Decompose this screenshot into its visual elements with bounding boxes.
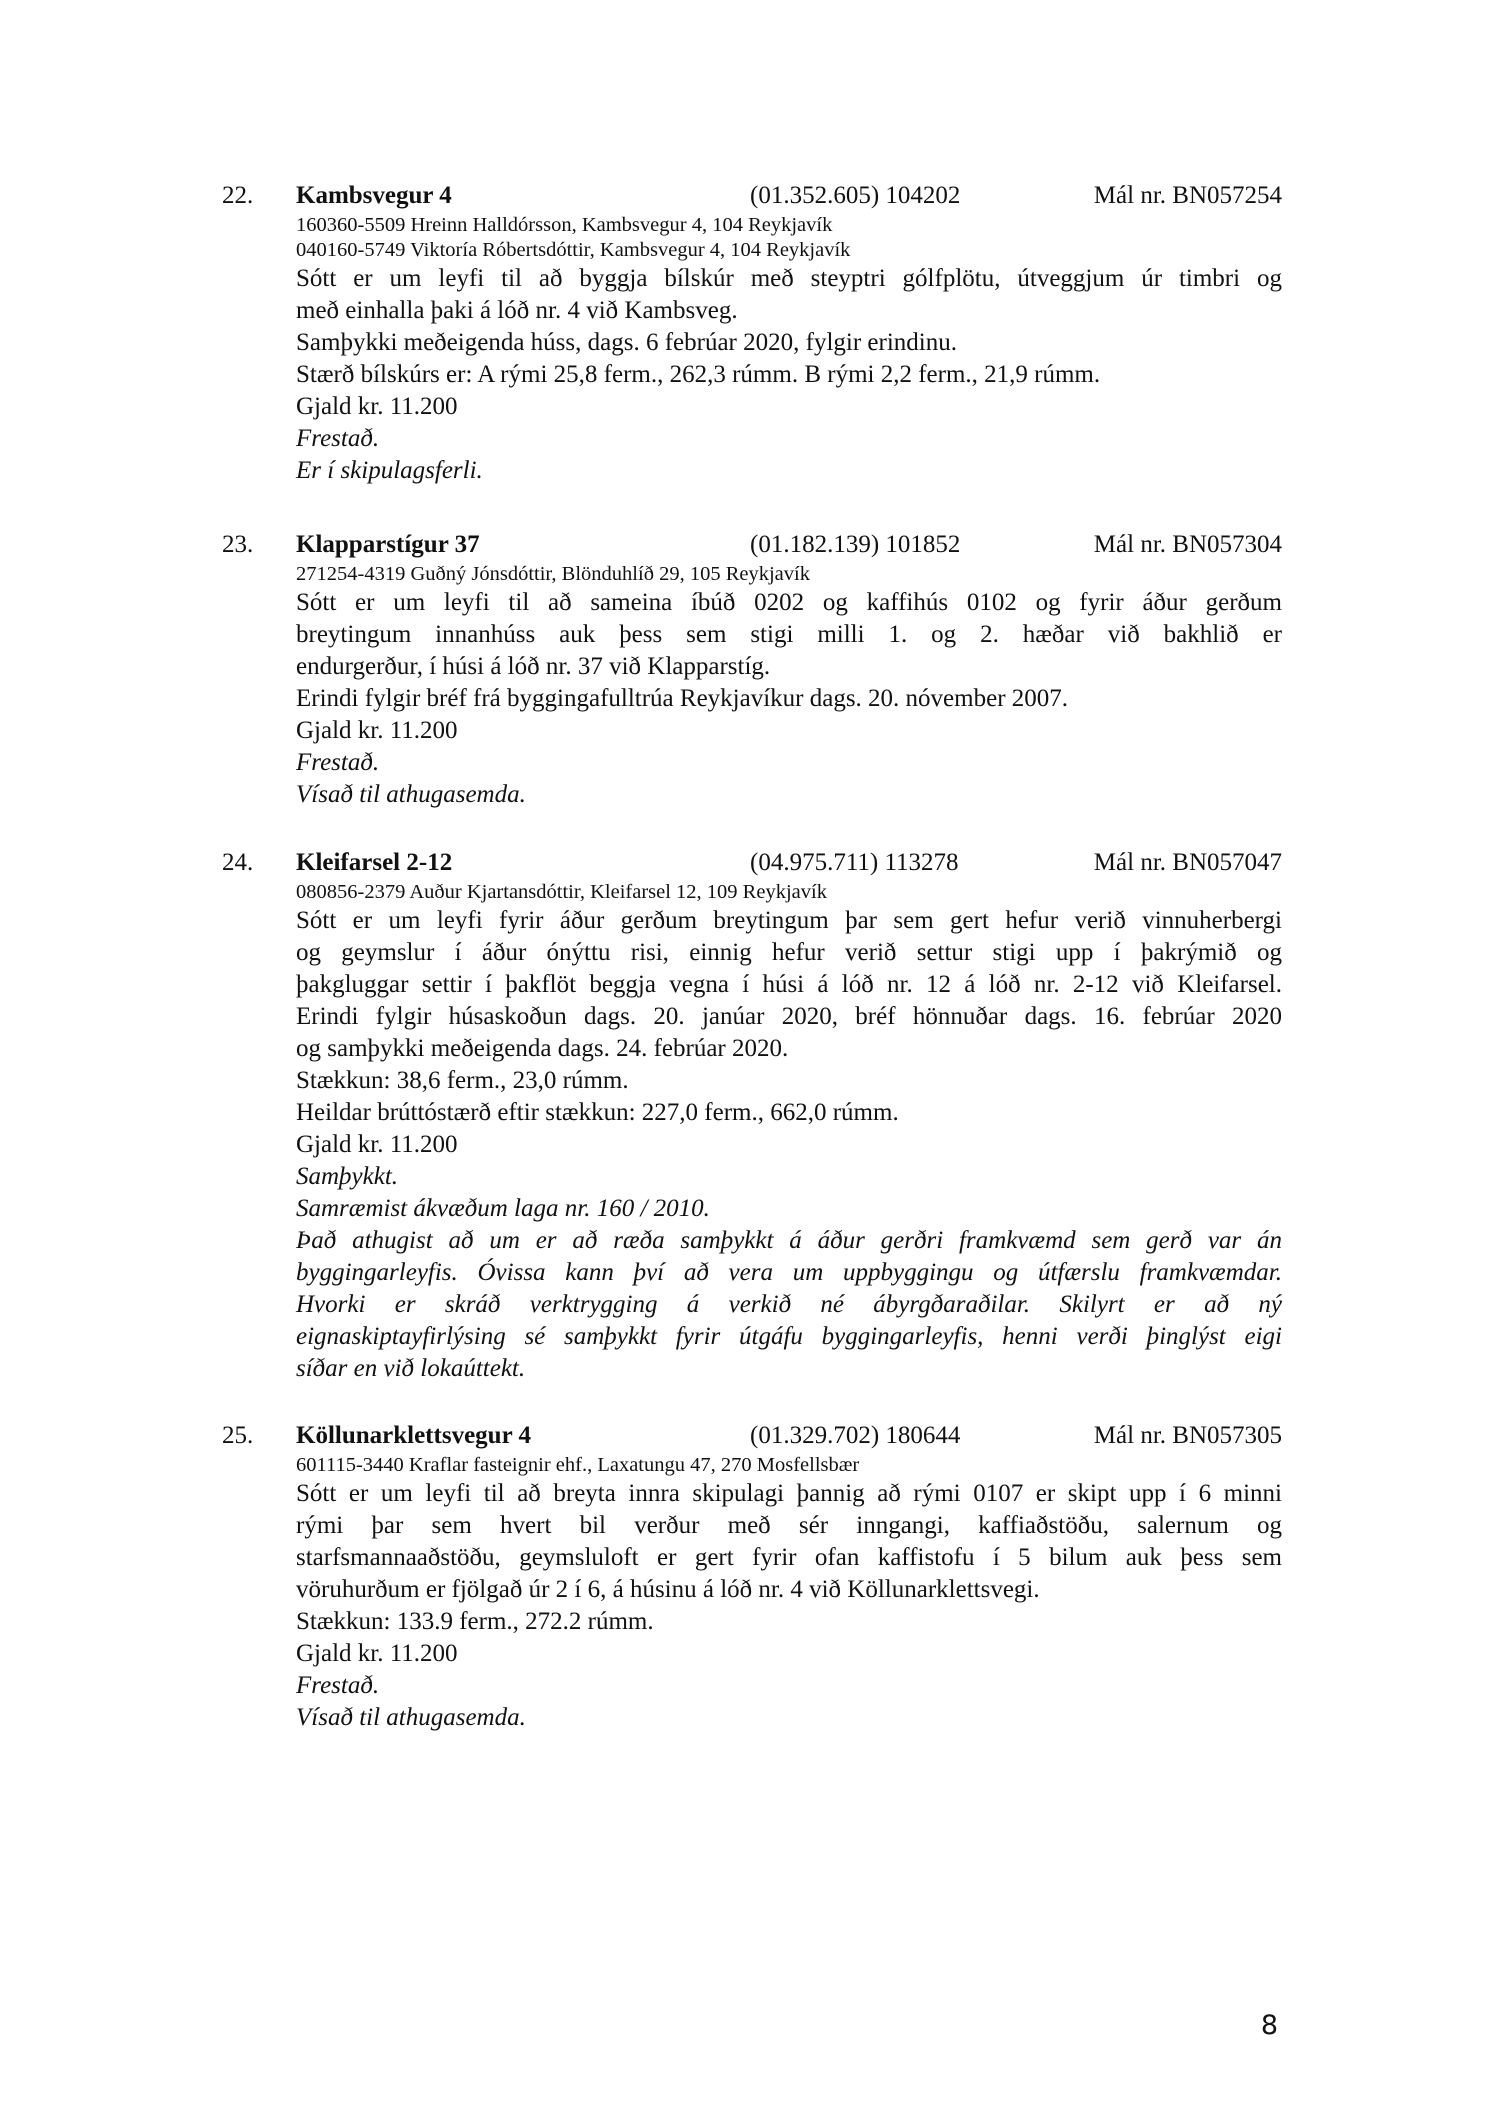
owner-line: 160360-5509 Hreinn Halldórsson, Kambsvegur 4, 104 Reykjavík bbox=[296, 214, 833, 236]
body-line: og geymslur í áður ónýttu risi, einnig hefur verið settur stigi upp í þakrýmið og bbox=[296, 939, 1282, 966]
body-line: Sótt er um leyfi til að sameina íbúð 0202 og kaffihús 0102 og fyrir áður gerðum bbox=[296, 589, 1282, 616]
decision-note: Er í skipulagsferli. bbox=[296, 457, 483, 484]
body-line: Stærð bílskúrs er: A rými 25,8 ferm., 262,3 rúmm. B rými 2,2 ferm., 21,9 rúmm. bbox=[296, 361, 1101, 388]
body-line: Sótt er um leyfi til að byggja bílskúr með steyptri gólfplötu, útveggjum úr timbri og bbox=[296, 265, 1282, 292]
owner-line: 271254-4319 Guðný Jónsdóttir, Blönduhlíð 29, 105 Reykjavík bbox=[296, 563, 810, 585]
entry-body bbox=[296, 587, 1282, 811]
body-line: Samþykki meðeigenda húss, dags. 6 febrúar 2020, fylgir erindinu. bbox=[296, 329, 957, 356]
entry-body bbox=[296, 905, 1282, 1385]
body-line: starfsmannaaðstöðu, geymsluloft er gert fyrir ofan kaffistofu í 5 bilum auk þess sem bbox=[296, 1544, 1282, 1571]
case-entry-25 bbox=[222, 1418, 1282, 1734]
body-line: Stækkun: 38,6 ferm., 23,0 rúmm. bbox=[296, 1067, 629, 1094]
entry-header bbox=[222, 527, 1282, 562]
body-line: og samþykki meðeigenda dags. 24. febrúar 2020. bbox=[296, 1035, 789, 1062]
body-line: Sótt er um leyfi til að breyta innra skipulagi þannig að rými 0107 er skipt upp í 6 minni bbox=[296, 1480, 1282, 1507]
case-entry-23 bbox=[222, 527, 1282, 811]
entry-number: 24. bbox=[222, 849, 254, 876]
entry-body bbox=[296, 263, 1282, 487]
body-line: endurgerður, í húsi á lóð nr. 37 við Klapparstíg. bbox=[296, 653, 771, 680]
entry-header bbox=[222, 178, 1282, 213]
entry-header bbox=[222, 845, 1282, 880]
decision-line: Frestað. bbox=[296, 425, 380, 452]
decision-note: Það athugist að um er að ræða samþykkt á áður gerðri framkvæmd sem gerð var án bbox=[296, 1227, 1282, 1254]
body-line: þakgluggar settir í þakflöt beggja vegna í húsi á lóð nr. 12 á lóð nr. 2-12 við Kleifarsel. bbox=[296, 971, 1282, 998]
body-line: Heildar brúttóstærð eftir stækkun: 227,0 ferm., 662,0 rúmm. bbox=[296, 1099, 899, 1126]
decision-line: Frestað. bbox=[296, 749, 380, 776]
body-line: rými þar sem hvert bil verður með sér inngangi, kaffiaðstöðu, salernum og bbox=[296, 1512, 1282, 1539]
body-line: Erindi fylgir bréf frá byggingafulltrúa Reykjavíkur dags. 20. nóvember 2007. bbox=[296, 685, 1069, 712]
decision-note: Hvorki er skráð verktrygging á verkið né ábyrgðaraðilar. Skilyrt er að ný bbox=[296, 1291, 1282, 1318]
body-line: Stækkun: 133.9 ferm., 272.2 rúmm. bbox=[296, 1608, 654, 1635]
body-line: Sótt er um leyfi fyrir áður gerðum breytingum þar sem gert hefur verið vinnuherbergi bbox=[296, 907, 1282, 934]
case-entry-24 bbox=[222, 845, 1282, 1385]
entry-case-number: Mál nr. BN057254 bbox=[1093, 182, 1282, 209]
entry-case-number: Mál nr. BN057305 bbox=[1093, 1422, 1282, 1449]
entry-address: Klapparstígur 37 bbox=[296, 531, 480, 558]
body-line: vöruhurðum er fjölgað úr 2 í 6, á húsinu á lóð nr. 4 við Köllunarklettsvegi. bbox=[296, 1576, 1040, 1603]
body-line: með einhalla þaki á lóð nr. 4 við Kambsveg. bbox=[296, 297, 738, 324]
entry-number: 23. bbox=[222, 531, 254, 558]
decision-note: byggingarleyfis. Óvissa kann því að vera um uppbyggingu og útfærslu framkvæmdar. bbox=[296, 1259, 1282, 1286]
entry-reference: (04.975.711) 113278 bbox=[750, 849, 959, 876]
entry-case-number: Mál nr. BN057047 bbox=[1093, 849, 1282, 876]
fee-line: Gjald kr. 11.200 bbox=[296, 1640, 458, 1667]
body-line: Erindi fylgir húsaskoðun dags. 20. janúar 2020, bréf hönnuðar dags. 16. febrúar 2020 bbox=[296, 1003, 1282, 1030]
entry-case-number: Mál nr. BN057304 bbox=[1093, 531, 1282, 558]
entry-address: Kambsvegur 4 bbox=[296, 182, 452, 209]
entry-reference: (01.182.139) 101852 bbox=[750, 531, 961, 558]
decision-line: Samþykkt. bbox=[296, 1163, 399, 1190]
decision-line: Frestað. bbox=[296, 1672, 380, 1699]
decision-note: eignaskiptayfirlýsing sé samþykkt fyrir útgáfu byggingarleyfis, henni verði þinglýst eigi bbox=[296, 1323, 1282, 1350]
entry-number: 25. bbox=[222, 1422, 254, 1449]
entry-reference: (01.329.702) 180644 bbox=[750, 1422, 961, 1449]
body-line: breytingum innanhúss auk þess sem stigi milli 1. og 2. hæðar við bakhlið er bbox=[296, 621, 1282, 648]
fee-line: Gjald kr. 11.200 bbox=[296, 717, 458, 744]
decision-note: síðar en við lokaúttekt. bbox=[296, 1355, 526, 1382]
decision-note: Vísað til athugasemda. bbox=[296, 781, 526, 808]
entry-address: Köllunarklettsvegur 4 bbox=[296, 1422, 531, 1449]
case-entry-22 bbox=[222, 178, 1282, 487]
page-number: 8 bbox=[1260, 2010, 1278, 2041]
owner-line: 040160-5749 Viktoría Róbertsdóttir, Kambsvegur 4, 104 Reykjavík bbox=[296, 239, 851, 261]
entry-header bbox=[222, 1418, 1282, 1453]
fee-line: Gjald kr. 11.200 bbox=[296, 1131, 458, 1158]
entry-address: Kleifarsel 2-12 bbox=[296, 849, 453, 876]
entry-reference: (01.352.605) 104202 bbox=[750, 182, 961, 209]
fee-line: Gjald kr. 11.200 bbox=[296, 393, 458, 420]
owner-line: 601115-3440 Kraflar fasteignir ehf., Laxatungu 47, 270 Mosfellsbær bbox=[296, 1454, 860, 1476]
decision-note: Vísað til athugasemda. bbox=[296, 1704, 526, 1731]
entry-body bbox=[296, 1478, 1282, 1734]
owner-line: 080856-2379 Auður Kjartansdóttir, Kleifarsel 12, 109 Reykjavík bbox=[296, 881, 827, 903]
decision-note: Samræmist ákvæðum laga nr. 160 / 2010. bbox=[296, 1195, 710, 1222]
entry-number: 22. bbox=[222, 182, 254, 209]
